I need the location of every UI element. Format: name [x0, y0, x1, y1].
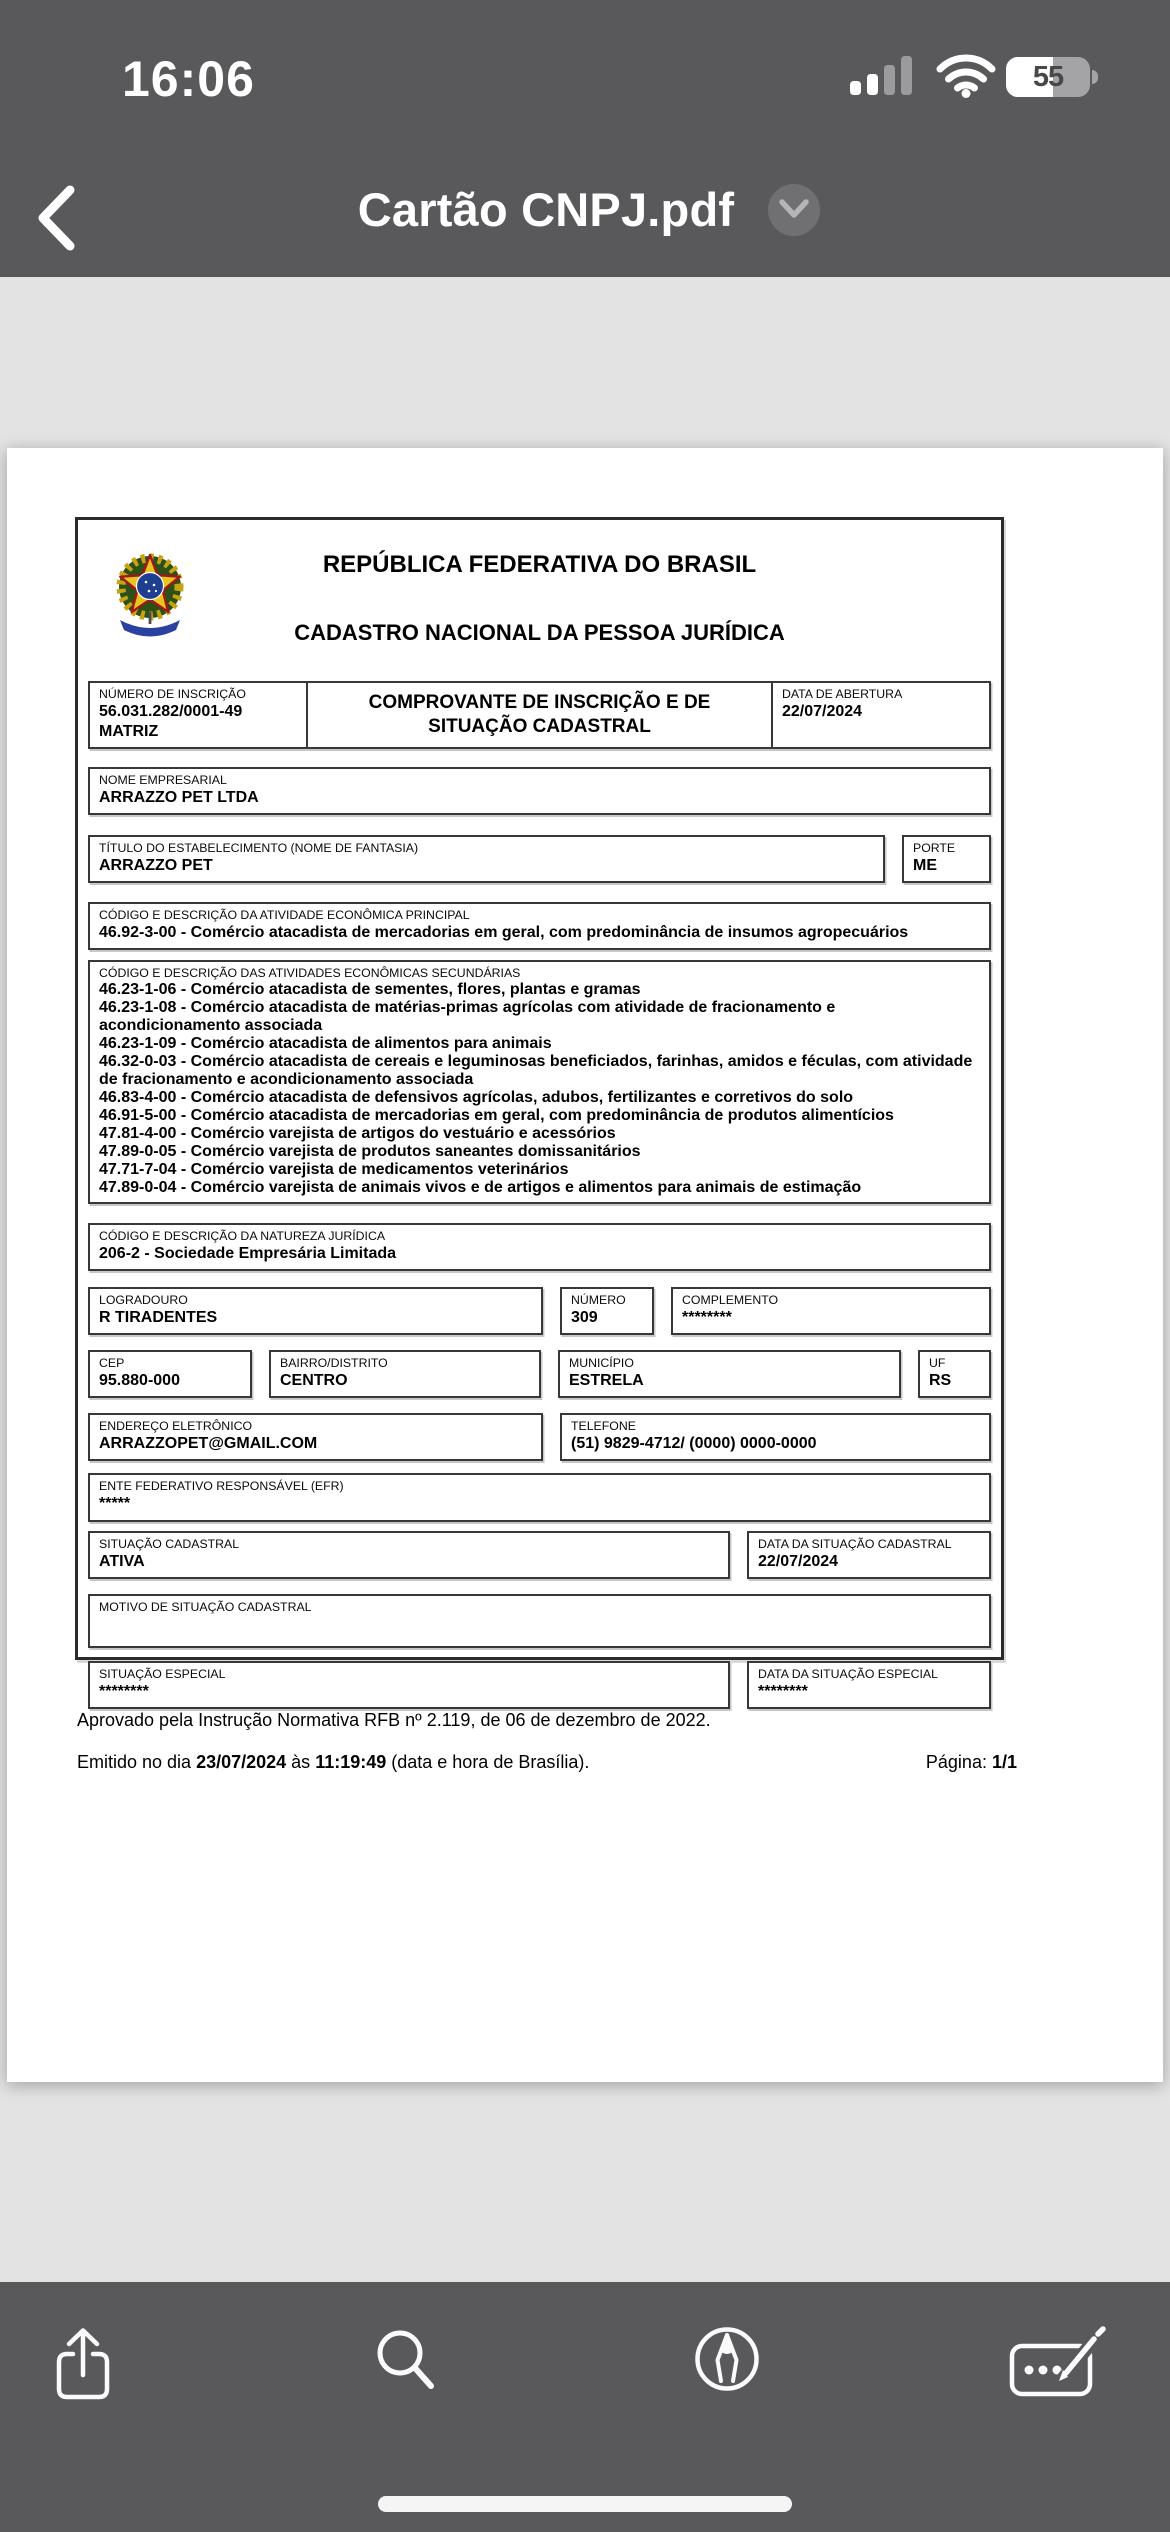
field-data-abertura: DATA DE ABERTURA 22/07/2024	[782, 687, 903, 720]
field-atividade-principal: CÓDIGO E DESCRIÇÃO DA ATIVIDADE ECONÔMICA PRINCIPAL 46.92-3-00 - Comércio atacadista de mercadorias em geral, com predominância de insumos agropecuários	[88, 902, 991, 950]
republic-title: REPÚBLICA FEDERATIVA DO BRASIL	[322, 551, 757, 578]
pdf-canvas[interactable]	[0, 277, 1170, 2282]
atividade-secundaria-item: 46.23-1-06 - Comércio atacadista de sementes, flores, plantas e gramas	[99, 981, 641, 998]
header-fields-row	[88, 681, 991, 749]
field-bairro: BAIRRO/DISTRITO CENTRO	[269, 1350, 541, 1398]
status-time: 16:06	[122, 51, 255, 107]
atividade-secundaria-item: 47.89-0-04 - Comércio varejista de animais vivos e de artigos e alimentos para animais de estimação	[99, 1179, 862, 1196]
document-title: Cartão CNPJ.pdf	[357, 183, 735, 236]
field-data-situacao-especial: DATA DA SITUAÇÃO ESPECIAL ********	[747, 1661, 991, 1709]
field-complemento: COMPLEMENTO ********	[671, 1287, 991, 1335]
home-indicator[interactable]	[378, 2496, 792, 2512]
signature-button[interactable]	[1008, 2326, 1112, 2401]
card-header	[88, 520, 991, 668]
field-cep: CEP 95.880-000	[88, 1350, 252, 1398]
cnpj-card	[75, 517, 1004, 1700]
field-situacao-cadastral: SITUAÇÃO CADASTRAL ATIVA	[88, 1531, 730, 1579]
markup-button[interactable]	[694, 2326, 760, 2395]
pdf-page	[7, 448, 1163, 2082]
field-efr: ENTE FEDERATIVO RESPONSÁVEL (EFR) *****	[88, 1473, 991, 1522]
title-menu-button[interactable]	[768, 184, 820, 236]
share-icon	[52, 2392, 114, 2407]
situacao-row	[88, 1531, 991, 1579]
battery-percent: 55	[1032, 61, 1064, 93]
field-numero-inscricao: NÚMERO DE INSCRIÇÃO 56.031.282/0001-49 MATRIZ	[90, 683, 308, 747]
field-natureza-juridica: CÓDIGO E DESCRIÇÃO DA NATUREZA JURÍDICA 206-2 - Sociedade Empresária Limitada	[88, 1223, 991, 1271]
markup-pencil-icon	[694, 2380, 760, 2395]
atividade-secundaria-item: 46.23-1-08 - Comércio atacadista de matérias-primas agrícolas com atividade de fracionamento e acondicionamento associada	[99, 999, 836, 1034]
battery-icon	[1006, 57, 1098, 97]
signature-icon	[1008, 2386, 1112, 2401]
contact-row	[88, 1413, 991, 1461]
address-row-1	[88, 1287, 991, 1335]
field-numero: NÚMERO 309	[560, 1287, 654, 1335]
field-municipio: MUNICÍPIO ESTRELA	[558, 1350, 901, 1398]
field-nome-fantasia: TÍTULO DO ESTABELECIMENTO (NOME DE FANTASIA) ARRAZZO PET	[88, 835, 885, 883]
atividade-secundaria-item: 46.91-5-00 - Comércio atacadista de mercadorias em geral, com predominância de produtos alimentícios	[99, 1107, 894, 1124]
atividade-secundaria-item: 46.32-0-03 - Comércio atacadista de cereais e leguminosas beneficiados, farinhas, amidos e féculas, com atividade de fracionamento e acondicionamento associada	[99, 1053, 973, 1088]
address-row-2	[88, 1350, 991, 1398]
cellular-signal-icon	[850, 53, 920, 100]
field-email: ENDEREÇO ELETRÔNICO ARRAZZOPET@GMAIL.COM	[88, 1413, 543, 1461]
field-data-situacao: DATA DA SITUAÇÃO CADASTRAL 22/07/2024	[747, 1531, 991, 1579]
share-button[interactable]	[52, 2326, 114, 2407]
field-porte: PORTE ME	[902, 835, 991, 883]
emission-note: Emitido no dia 23/07/2024 às 11:19:49 (data e hora de Brasília).	[77, 1752, 590, 1772]
situacao-especial-row	[88, 1661, 991, 1709]
wifi-icon	[936, 54, 996, 103]
atividade-secundaria-item: 47.71-7-04 - Comércio varejista de medicamentos veterinários	[99, 1161, 569, 1178]
chevron-left-icon	[34, 239, 78, 254]
field-uf: UF RS	[918, 1350, 991, 1398]
atividade-secundaria-item: 46.83-4-00 - Comércio atacadista de defensivos agrícolas, adubos, fertilizantes e corretivos do solo	[99, 1089, 854, 1106]
atividade-secundaria-item: 46.23-1-09 - Comércio atacadista de alimentos para animais	[99, 1035, 552, 1052]
status-bar	[0, 0, 1170, 160]
registry-title: CADASTRO NACIONAL DA PESSOA JURÍDICA	[294, 620, 785, 645]
field-telefone: TELEFONE (51) 9829-4712/ (0000) 0000-0000	[560, 1413, 991, 1461]
bottom-toolbar	[0, 2282, 1170, 2532]
atividade-secundaria-item: 47.89-0-05 - Comércio varejista de produtos saneantes domissanitários	[99, 1143, 641, 1160]
fantasia-row	[88, 835, 991, 883]
field-logradouro: LOGRADOURO R TIRADENTES	[88, 1287, 543, 1335]
approval-note: Aprovado pela Instrução Normativa RFB nº 2.119, de 06 de dezembro de 2022.	[77, 1710, 711, 1730]
comprovante-title: COMPROVANTE DE INSCRIÇÃO E DE SITUAÇÃO CADASTRAL	[308, 683, 773, 747]
chevron-down-icon	[777, 208, 811, 223]
page-number: Página: 1/1	[925, 1752, 1017, 1772]
field-nome-empresarial: NOME EMPRESARIAL ARRAZZO PET LTDA	[88, 767, 991, 815]
search-icon	[373, 2380, 437, 2395]
atividade-secundaria-item: 47.81-4-00 - Comércio varejista de artigos do vestuário e acessórios	[99, 1125, 616, 1142]
search-button[interactable]	[373, 2326, 437, 2395]
field-situacao-especial: SITUAÇÃO ESPECIAL ********	[88, 1661, 730, 1709]
emission-row	[77, 1752, 1017, 1773]
nav-bar	[0, 160, 1170, 277]
field-motivo-situacao: MOTIVO DE SITUAÇÃO CADASTRAL	[88, 1594, 991, 1648]
field-atividades-secundarias: CÓDIGO E DESCRIÇÃO DAS ATIVIDADES ECONÔMICAS SECUNDÁRIAS 46.23-1-06 - Comércio atacadista de sementes, flores, plantas e gramas 46.23-1-08 - Comércio atacadista de matérias-primas agrícolas com atividade de fracionamento e acondicionamento associada 46.23-1-09 - Comércio atacadista de alimentos para animais 46.32-0-03 - Comércio atacadista de cereais e leguminosas beneficiados, farinhas, amidos e féculas, com atividade de fracionamento e acondicionamento associada 46.83-4-00 - Comércio atacadista de defensivos agrícolas, adubos, fertilizantes e corretivos do solo 46.91-5-00 - Comércio atacadista de mercadorias em geral, com predominância de produtos alimentícios 47.81-4-00 - Comércio varejista de artigos do vestuário e acessórios 47.89-0-05 - Comércio varejista de produtos saneantes domissanitários 47.71-7-04 - Comércio varejista de medicamentos veterinários 47.89-0-04 - Comércio varejista de animais vivos e de artigos e alimentos para animais de estimação	[88, 960, 991, 1204]
